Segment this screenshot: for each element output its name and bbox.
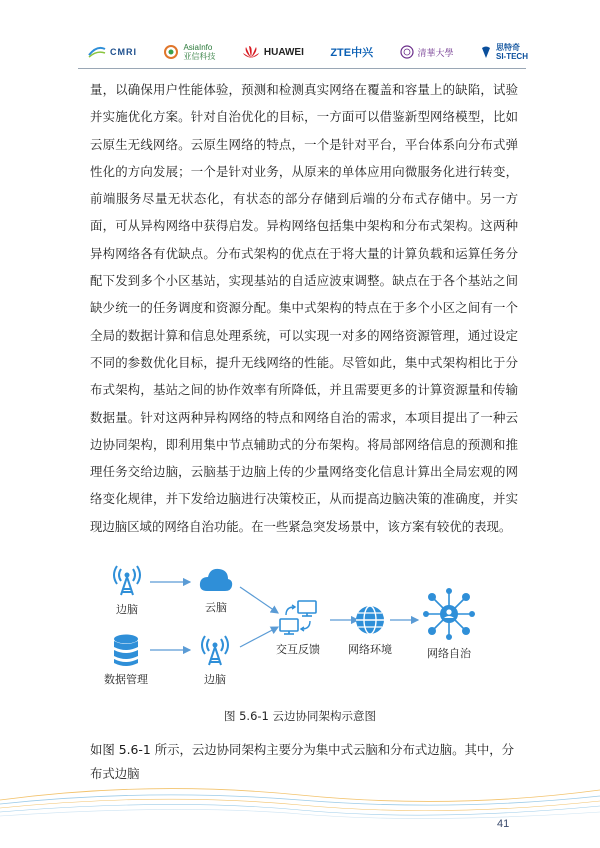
arrow-edge-to-interaction — [240, 627, 278, 647]
asiainfo-ring-icon — [163, 44, 179, 60]
network-hub-icon — [422, 587, 476, 641]
continuation-paragraph: 如图 5.6-1 所示，云边协同架构主要分为集中式云脑和分布式边脑。其中，分布式边脑 — [90, 742, 515, 781]
logo-zte — [330, 44, 373, 60]
label-interaction-feedback: 交互反馈 — [276, 643, 320, 656]
label-network-autonomy: 网络自治 — [427, 647, 471, 660]
header-divider — [78, 68, 526, 69]
node-edge-top — [110, 563, 144, 617]
database-icon — [111, 633, 141, 667]
sitech-mark-icon — [480, 45, 492, 59]
label-cloud: 云脑 — [205, 601, 227, 614]
partner-logos — [88, 40, 528, 64]
body-paragraph: 量，以确保用户性能体验，预测和检测真实网络在覆盖和容量上的缺陷，试验并实施优化方案。针对自治优化的目标，一方面可以借鉴新型网络模型，比如云原生无线网络。云原生网络的特点，一个是针对平台，平台体系向分布式弹性化的方向发展；一个是针对业务，从原来的单体应用向微服务化进行转变，前端服务尽量无状态化，有状态的部分存储到后端的分布式存储中。另一方面，可从异构网络中获得启发。异构网络包括集中架构和分布式架构。这两种异构网络各有优缺点。分布式架构的优点在于将大量的计算负载和运算任务分配下发到多个小区基站，实现基站的自适应波束调整。缺点在于各个基站之间缺少统一的任务调度和资源分配。集中式架构的特点在于多个小区之间有一个全局的数据计算和信息处理系统，可以实现一对多的网络资源管理，通过设定不同的参数优化目标，提升无线网络的性能。尽管如此，集中式架构相比于分布式架构，基站之间的协作效率有所降低，并且需要更多的计算资源量和传输数据量。针对这两种异构网络的特点和网络自治的需求，本项目提出了一种云边协同架构，即利用集中节点辅助式的分布架构。将局部网络信息的预测和推理任务交给边脑，云脑基于边脑上传的少量网络变化信息计算出全局宏观的网络变化规律，并下发给边脑进行决策校正，从而提高边脑决策的准确度，并实现边脑区域的网络自治功能。在一些紧急突发场景中，该方案有较优的表现。 — [90, 82, 518, 534]
computers-exchange-icon — [276, 599, 320, 637]
logo-tsinghua-text: 清華大學 — [417, 47, 454, 58]
arrow-cloud-to-interaction — [240, 587, 278, 613]
node-data-management — [104, 633, 148, 687]
logo-cmri — [88, 45, 137, 59]
cmri-swoosh-icon — [88, 45, 106, 59]
cloud-icon — [198, 565, 234, 595]
huawei-petals-icon — [242, 45, 260, 59]
decorative-wave-lines — [0, 770, 600, 830]
logo-asiainfo-text: AsiaInfo — [183, 43, 213, 52]
node-cloud — [198, 565, 234, 615]
antenna-icon — [198, 633, 232, 667]
logo-sitech — [480, 43, 528, 61]
cloud-edge-diagram — [90, 557, 520, 702]
label-edge-top: 边脑 — [116, 603, 138, 616]
logo-huawei-text: HUAWEI — [263, 46, 304, 58]
label-data-management: 数据管理 — [104, 673, 148, 686]
label-network-environment: 网络环境 — [348, 643, 392, 656]
node-interaction-feedback — [276, 599, 320, 657]
globe-icon — [353, 603, 387, 637]
antenna-icon — [110, 563, 144, 597]
logo-sitech-text: 思特奇 — [495, 43, 520, 52]
logo-asiainfo-sub: 亚信科技 — [183, 52, 216, 61]
tsinghua-seal-icon — [400, 45, 414, 59]
logo-asiainfo — [163, 43, 215, 61]
logo-cmri-text: CMRI — [110, 47, 137, 57]
node-edge-bottom — [198, 633, 232, 687]
logo-zte-text: ZTE中兴 — [330, 47, 374, 59]
logo-huawei — [242, 45, 304, 59]
node-network-environment — [348, 603, 392, 657]
figure-caption: 图 5.6-1 云边协同架构示意图 — [223, 709, 377, 723]
node-network-autonomy — [422, 587, 476, 661]
page-number: 41 — [497, 818, 510, 830]
logo-sitech-sub: SI-TECH — [495, 52, 528, 61]
label-edge-bottom: 边脑 — [204, 673, 226, 686]
logo-tsinghua — [400, 45, 454, 59]
